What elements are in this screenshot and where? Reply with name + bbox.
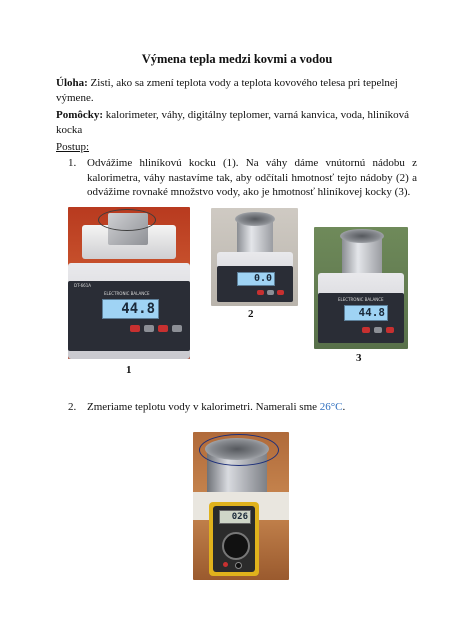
task-label: Úloha: (56, 77, 88, 89)
rotary-dial (222, 532, 250, 560)
figure-2-photo (211, 208, 298, 306)
multimeter-face (213, 506, 255, 572)
scale-display: 0.0 (237, 272, 275, 286)
probe-socket (223, 562, 228, 567)
step-text: Odvážime hliníkovú kocku (1). Na váhy dáme vnútornú nádobu z kalorimetra, váhy nastavíme tak, aby odčítali hmotnosť tejto nádoby (2) a odvážime rovnaké množstvo vody, ako je hmotnosť hliníkovej kocky (3). (87, 157, 417, 198)
scale-button (172, 325, 182, 332)
step-text-before: Zmeriame teplotu vody v kalorimetri. Namerali sme (87, 401, 320, 413)
step-number: 2. (68, 401, 77, 413)
scale-button (144, 325, 154, 332)
figure-2-caption: 2 (248, 308, 254, 320)
figure-4-photo (193, 432, 289, 580)
page-title: Výmena tepla medzi kovmi a vodou (141, 52, 333, 66)
step-number: 1. (68, 157, 77, 169)
scale-button (374, 327, 382, 333)
tools-text: kalorimeter, váhy, digitálny teplomer, varná kanvica, voda, hliníková kocka (56, 109, 410, 136)
step-text-after: . (342, 401, 346, 413)
figure-3-caption: 3 (356, 352, 362, 364)
task-paragraph (56, 76, 422, 106)
probe-socket (235, 562, 242, 569)
procedure-label: Postup: (56, 141, 90, 153)
task-text: Zisti, ako sa zmení teplota vody a teplota kovového telesa pri tepelnej výmene. (56, 77, 398, 104)
scale-model: DT-661A (74, 283, 91, 288)
scale-brand: ELECTRONIC BALANCE (104, 291, 150, 296)
scale-display: 44.8 (344, 305, 388, 321)
calorimeter-vessel-rim (235, 212, 275, 226)
calorimeter-vessel-rim (340, 229, 384, 243)
scale-brand: ELECTRONIC BALANCE (338, 297, 384, 302)
scale-panel (318, 293, 404, 343)
scale-button (267, 290, 274, 295)
tools-paragraph (56, 108, 422, 138)
temperature-value: 26°C (319, 401, 343, 413)
scale-panel (217, 266, 293, 302)
tools-label: Pomôcky: (56, 109, 104, 121)
step-text (87, 400, 417, 415)
scale-button (158, 325, 168, 332)
thermometer-display: 026 (219, 510, 251, 524)
figure-1-photo (68, 207, 190, 359)
scale-button (362, 327, 370, 333)
multimeter (209, 502, 259, 576)
scale-button (257, 290, 264, 295)
scale-display: 44.8 (102, 299, 159, 319)
scale-panel (68, 281, 190, 351)
wire (98, 209, 156, 231)
figure-1-caption: 1 (126, 364, 132, 376)
scale-button (130, 325, 140, 332)
scale-button (277, 290, 284, 295)
scale-button (386, 327, 394, 333)
figure-3-photo (314, 227, 408, 349)
sensor-wire (199, 434, 279, 466)
